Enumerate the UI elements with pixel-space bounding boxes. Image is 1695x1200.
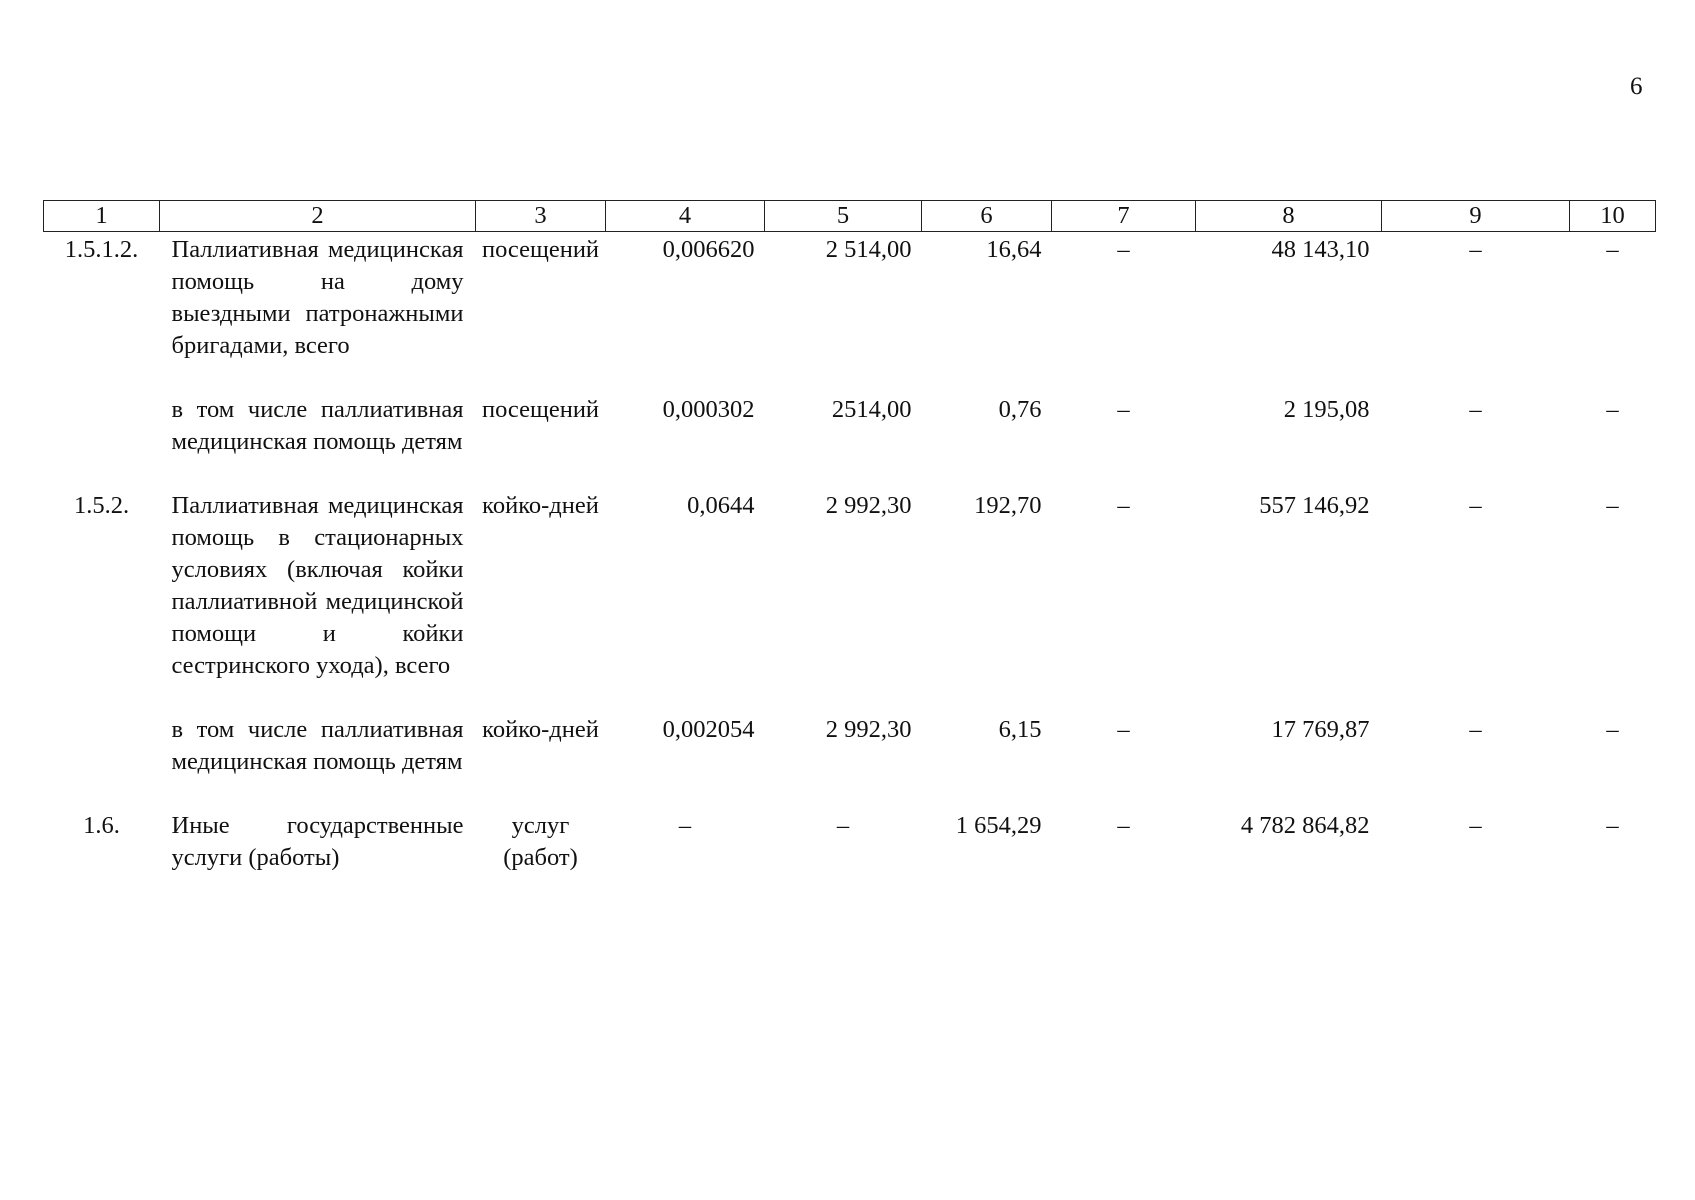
row-col4: 0,000302 [662,396,755,423]
row-unit: услуг (работ) [503,812,578,871]
row-col9: – [1469,716,1482,743]
row-name: в том числе паллиативная медицинская помощь детям [171,716,464,775]
row-col10: – [1606,492,1619,519]
table-header [44,201,1656,232]
row-col4: 0,0644 [687,492,755,519]
table-row [44,810,1656,874]
row-col10: – [1606,812,1619,839]
row-col4: 0,006620 [662,236,755,263]
header-cell-1: 1 [44,201,160,232]
row-col8: 557 146,92 [1259,492,1370,519]
row-col10: – [1606,396,1619,423]
row-col10: – [1606,716,1619,743]
row-name: Иные государственные услуги (работы) [171,812,464,871]
row-col7: – [1117,396,1130,423]
row-col7: – [1117,492,1130,519]
header-cell-6: 6 [922,201,1052,232]
row-name: Паллиативная медицинская помощь на дому выездными патронажными бригадами, всего [171,236,464,359]
header-row [44,201,1656,232]
header-cell-5: 5 [765,201,922,232]
row-col6: 1 654,29 [955,812,1042,839]
row-name: Паллиативная медицинская помощь в стационарных условиях (включая койки паллиативной медицинской помощи и койки сестринского ухода), всего [171,492,464,679]
row-col6: 192,70 [974,492,1042,519]
header-cell-2: 2 [160,201,476,232]
row-col8: 2 195,08 [1283,396,1370,423]
header-cell-8: 8 [1196,201,1382,232]
row-col9: – [1469,236,1482,263]
table-row [44,232,1656,395]
row-unit: койко-дней [482,716,599,743]
table-row [44,394,1656,490]
row-col5: 2 992,30 [825,716,912,743]
row-col9: – [1469,396,1482,423]
row-col5: 2 992,30 [825,492,912,519]
row-name: в том числе паллиативная медицинская помощь детям [171,396,464,455]
row-number [44,714,160,810]
row-col5: – [836,812,850,839]
row-col5: 2514,00 [831,396,912,423]
data-table [43,200,1656,874]
row-number: 1.6. [83,812,120,839]
row-unit: койко-дней [482,492,599,519]
header-cell-9: 9 [1382,201,1570,232]
header-cell-7: 7 [1052,201,1196,232]
row-col6: 0,76 [998,396,1042,423]
row-number: 1.5.2. [73,492,130,519]
table-body [44,232,1656,875]
row-col7: – [1117,716,1130,743]
table-row [44,714,1656,810]
row-col8: 48 143,10 [1271,236,1370,263]
row-unit: посещений [481,236,600,263]
table-row [44,490,1656,714]
header-cell-3: 3 [476,201,606,232]
row-col6: 16,64 [986,236,1042,263]
row-col4: – [678,812,692,839]
row-col8: 4 782 864,82 [1240,812,1370,839]
row-col5: 2 514,00 [825,236,912,263]
row-col10: – [1606,236,1619,263]
header-cell-4: 4 [606,201,765,232]
row-number: 1.5.1.2. [64,236,139,263]
row-col4: 0,002054 [662,716,755,743]
row-unit: посещений [481,396,600,423]
row-number [44,394,160,490]
row-col7: – [1117,236,1130,263]
row-col7: – [1117,812,1130,839]
page-number: 6 [1630,73,1643,100]
row-col6: 6,15 [998,716,1042,743]
row-col9: – [1469,812,1482,839]
header-cell-10: 10 [1570,201,1656,232]
row-col9: – [1469,492,1482,519]
row-col8: 17 769,87 [1271,716,1370,743]
